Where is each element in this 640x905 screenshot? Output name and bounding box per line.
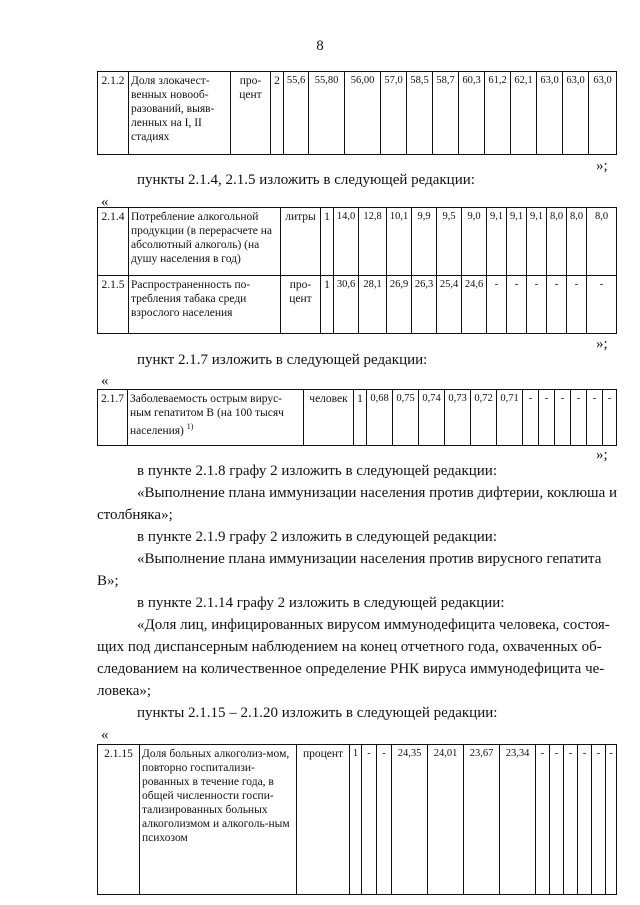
row-unit: процент [297,745,350,895]
opening-quote: « [101,727,109,743]
value-cell: 55,80 [309,72,345,155]
opening-quote: « [101,194,109,210]
row-label: Потребление алкогольной продукции (в перерасчете на абсолютный алкоголь) (на душу населения в год) [129,208,281,276]
value-cell: - [606,745,617,895]
value-cell: 24,6 [462,276,487,334]
value-cell: 58,7 [433,72,459,155]
value-cell: 63,0 [537,72,563,155]
paragraph: столбняка»; [97,507,173,523]
closing-quote: »; [596,158,608,174]
paragraph: пункт 2.1.7 изложить в следующей редакции: [137,352,428,368]
value-cell: - [587,390,603,446]
value-cell: 8,0 [587,208,617,276]
value-cell: 60,3 [459,72,485,155]
table-2-1-2 [97,71,617,155]
value-cell: 24,01 [428,745,464,895]
value-cell: 55,6 [284,72,309,155]
row-n: 1 [354,390,367,446]
value-cell: - [539,390,555,446]
row-code: 2.1.15 [98,745,140,895]
value-cell: 30,6 [334,276,359,334]
closing-quote: »; [596,447,608,463]
closing-quote: »; [596,336,608,352]
value-cell: 58,5 [407,72,433,155]
value-cell: 9,1 [527,208,547,276]
row-n: 1 [321,208,334,276]
value-cell: 12,8 [359,208,387,276]
row-n: 2 [271,72,284,155]
value-cell: 24,35 [392,745,428,895]
value-cell: - [487,276,507,334]
row-unit: про-цент [231,72,271,155]
value-cell: - [536,745,550,895]
row-code: 2.1.5 [98,276,129,334]
value-cell: 14,0 [334,208,359,276]
value-cell: - [571,390,587,446]
value-cell: 28,1 [359,276,387,334]
paragraph: «Выполнение плана иммунизации населения против дифтерии, коклюша и [137,485,618,501]
value-cell: 26,3 [412,276,437,334]
value-cell: 23,67 [464,745,500,895]
row-label: Доля злокачест-венных новооб-разований, выяв-ленных на I, II стадиях [129,72,231,155]
value-cell: - [592,745,606,895]
value-cell: 0,75 [393,390,419,446]
row-unit: литры [281,208,321,276]
value-cell: 23,34 [500,745,536,895]
value-cell: - [603,390,617,446]
value-cell: 9,1 [507,208,527,276]
paragraph: пункты 2.1.4, 2.1.5 изложить в следующей редакции: [137,172,475,188]
value-cell: - [523,390,539,446]
footnote-mark: 1) [186,422,194,431]
value-cell: 0,73 [445,390,471,446]
value-cell: 0,71 [497,390,523,446]
row-code: 2.1.2 [98,72,129,155]
row-unit: про-цент [281,276,321,334]
value-cell: 0,74 [419,390,445,446]
value-cell: - [362,745,377,895]
row-label: Распространенность по-требления табака среди взрослого населения [129,276,281,334]
value-cell: - [555,390,571,446]
row-n: 1 [350,745,362,895]
table-2-1-4-5 [97,207,617,334]
value-cell: - [578,745,592,895]
value-cell: 62,1 [511,72,537,155]
paragraph: щих под диспансерным наблюдением на конец отчетного года, охваченных об- [97,639,602,655]
value-cell: - [587,276,617,334]
value-cell: 0,72 [471,390,497,446]
row-unit: человек [304,390,354,446]
row-code: 2.1.4 [98,208,129,276]
paragraph: следованием на количественное определение РНК вируса иммунодефицита че- [97,661,605,677]
paragraph: ловека»; [97,683,152,699]
row-code: 2.1.7 [98,390,128,446]
paragraph: в пункте 2.1.8 графу 2 изложить в следующей редакции: [137,463,497,479]
value-cell: 9,1 [487,208,507,276]
paragraph: в пункте 2.1.9 графу 2 изложить в следующей редакции: [137,529,497,545]
page-number: 8 [316,38,324,54]
paragraph: в пункте 2.1.14 графу 2 изложить в следующей редакции: [137,595,505,611]
value-cell: - [547,276,567,334]
value-cell: 63,0 [589,72,617,155]
value-cell: 63,0 [563,72,589,155]
value-cell: 8,0 [547,208,567,276]
paragraph: «Доля лиц, инфицированных вирусом иммунодефицита человека, состоя- [137,617,610,633]
value-cell: 10,1 [387,208,412,276]
value-cell: 57,0 [381,72,407,155]
value-cell: - [567,276,587,334]
value-cell: 9,9 [412,208,437,276]
table-2-1-15 [97,744,617,895]
value-cell: 61,2 [485,72,511,155]
value-cell: - [527,276,547,334]
paragraph: В»; [97,573,119,589]
row-n: 1 [321,276,334,334]
value-cell: 9,5 [437,208,462,276]
row-label: Заболеваемость острым вирус-ным гепатитом В (на 100 тысяч населения) [130,393,284,437]
row-label: Доля больных алкоголиз-мом, повторно госпитализи-рованных в течение года, в общей численности госпи-тализированных больных алкоголизмом и алкоголь-ным психозом [140,745,297,895]
value-cell: 9,0 [462,208,487,276]
value-cell: 0,68 [367,390,393,446]
value-cell: - [550,745,564,895]
table-2-1-7 [97,389,617,446]
paragraph: «Выполнение плана иммунизации населения против вирусного гепатита [137,551,602,567]
opening-quote: « [101,373,109,389]
value-cell: - [507,276,527,334]
value-cell: - [377,745,392,895]
value-cell: 8,0 [567,208,587,276]
row-label-cell [128,390,304,446]
value-cell: - [564,745,578,895]
value-cell: 56,00 [345,72,381,155]
paragraph: пункты 2.1.15 – 2.1.20 изложить в следующей редакции: [137,705,498,721]
value-cell: 26,9 [387,276,412,334]
value-cell: 25,4 [437,276,462,334]
